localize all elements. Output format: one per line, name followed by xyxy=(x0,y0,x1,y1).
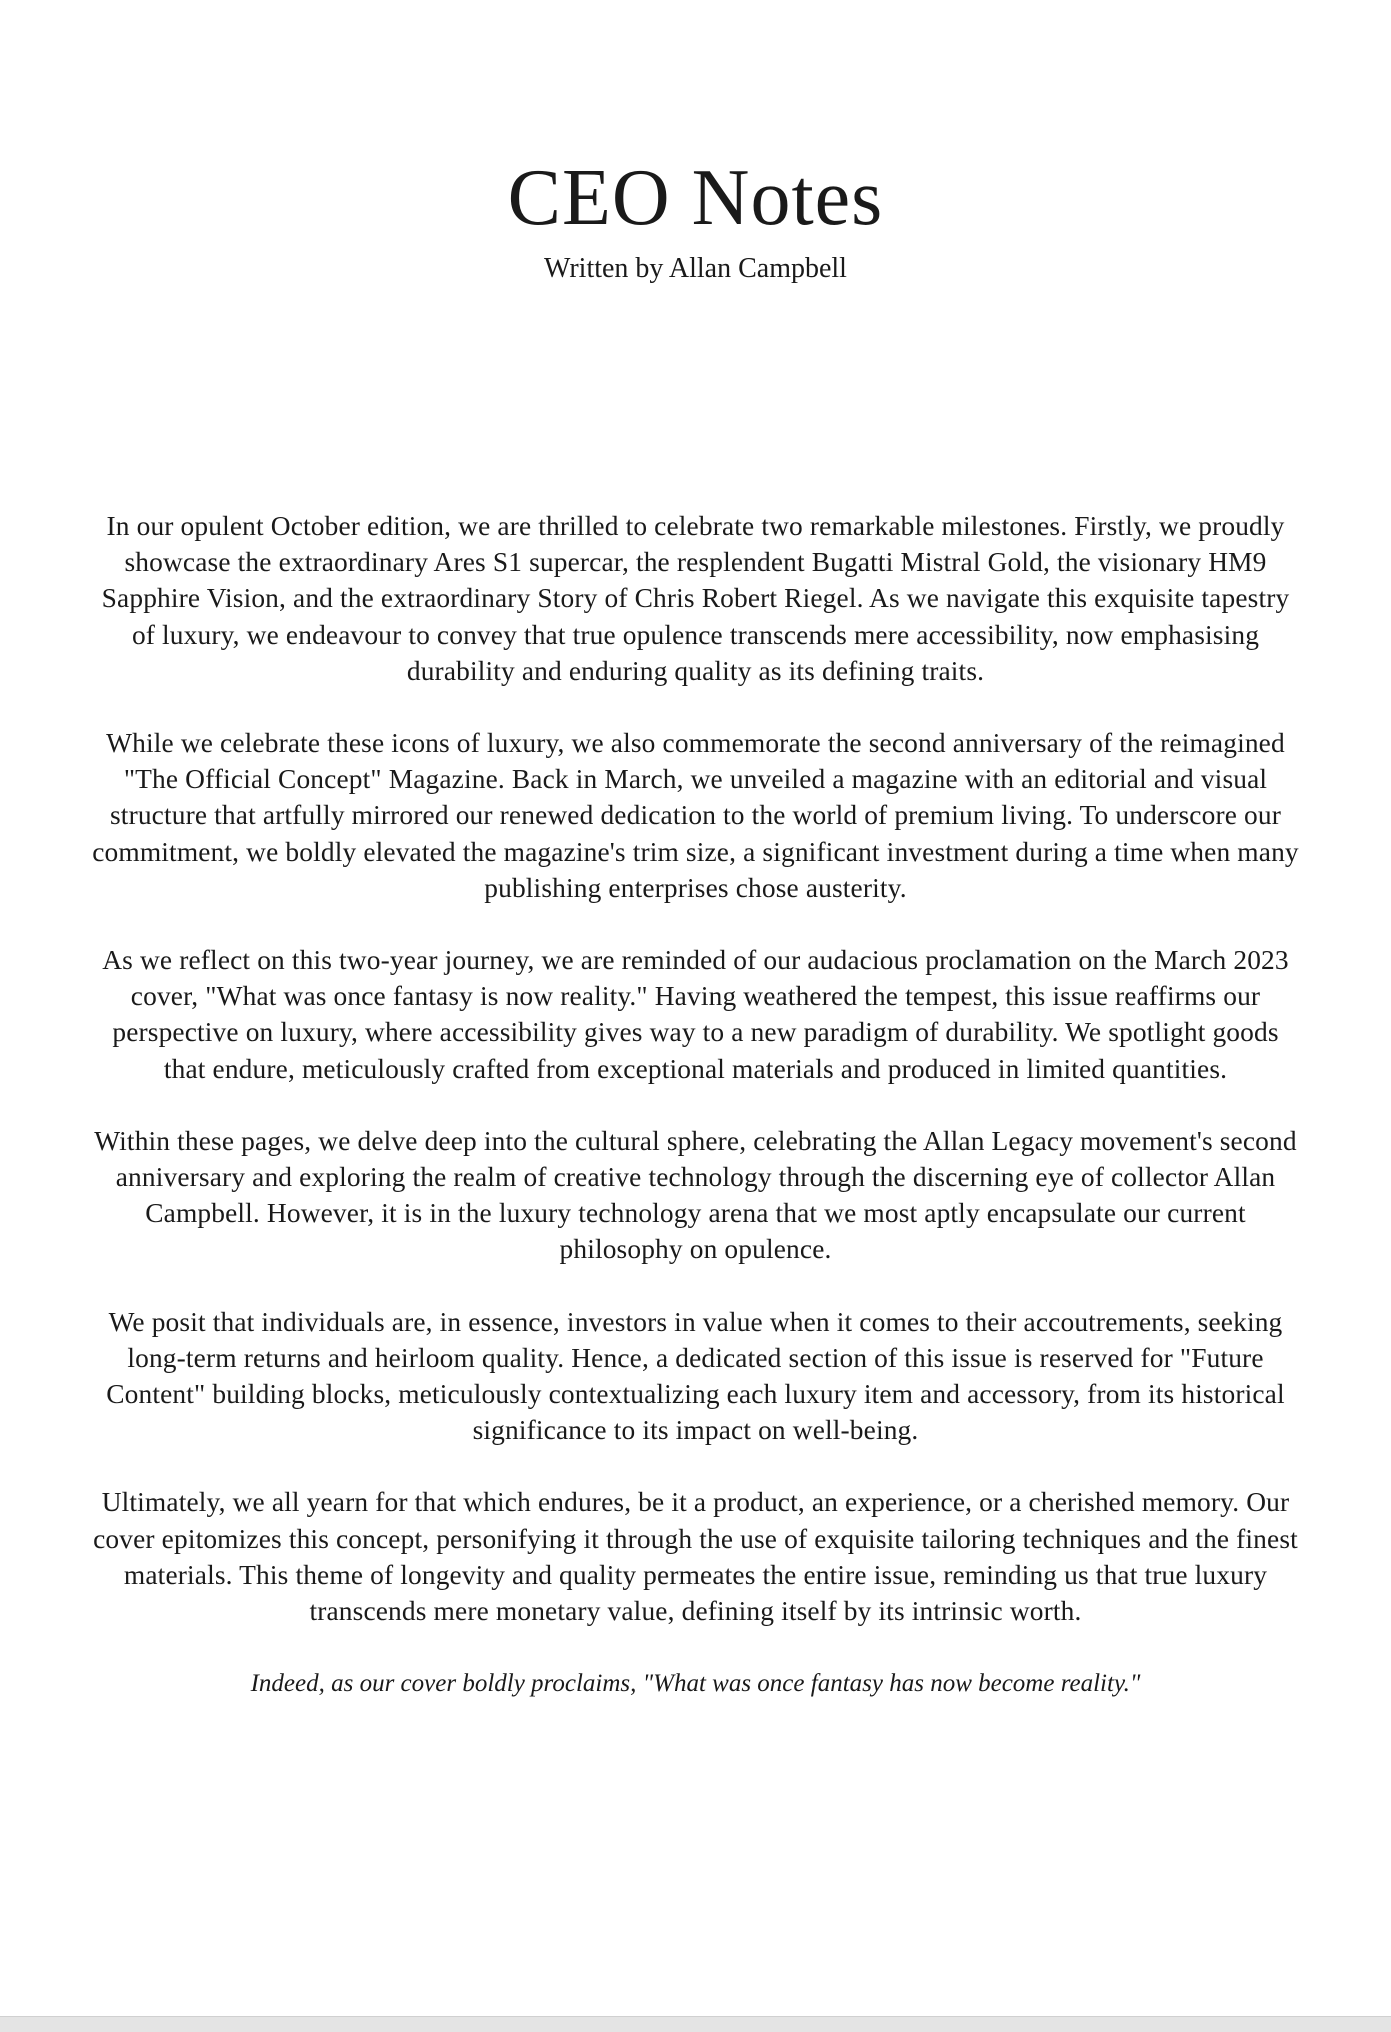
page-title: CEO Notes xyxy=(507,154,884,242)
paragraph-6: Ultimately, we all yearn for that which endures, be it a product, an experience, or a cherished memory. Our cover epitomizes this concept, personifying it through the use of exquisite tailoring techniques and the finest materials. This theme of longevity and quality permeates the entire issue, reminding us that true luxury transcends mere monetary value, defining itself by its intrinsic worth. xyxy=(93,1487,1298,1627)
paragraph-2: While we celebrate these icons of luxury, we also commemorate the second anniversary of the reimagined "The Official Concept" Magazine. Back in March, we unveiled a magazine with an editorial and visual structure that artfully mirrored our renewed dedication to the world of premium living. To underscore our commitment, we boldly elevated the magazine's trim size, a significant investment during a time when many publishing enterprises chose austerity. xyxy=(92,728,1299,903)
paragraph-1: In our opulent October edition, we are thrilled to celebrate two remarkable milestones. Firstly, we proudly showcase the extraordinary Ares S1 supercar, the resplendent Bugatti Mistral Gold, the visionary HM9 Sapphire Vision, and the extraordinary Story of Chris Robert Riegel. As we navigate this exquisite tapestry of luxury, we endeavour to convey that true opulence transcends mere accessibility, now emphasising durability and enduring quality as its defining traits. xyxy=(101,511,1290,686)
paragraph-3: As we reflect on this two-year journey, we are reminded of our audacious proclamation on the March 2023 cover, "What was once fantasy is now reality." Having weathered the tempest, this issue reaffirms our perspective on luxury, where accessibility gives way to a new paradigm of durability. We spotlight goods that endure, meticulously crafted from exceptional materials and produced in limited quantities. xyxy=(102,945,1289,1084)
article-body xyxy=(90,508,1301,1701)
paragraph-5: We posit that individuals are, in essence, investors in value when it comes to their accoutrements, seeking long-term returns and heirloom quality. Hence, a dedicated section of this issue is reserved for "Future Content" building blocks, meticulously contextualizing each luxury item and accessory, from its historical significance to its impact on well-being. xyxy=(106,1306,1285,1446)
author-byline: Written by Allan Campbell xyxy=(544,253,847,284)
closing-quote: Indeed, as our cover boldly proclaims, "What was once fantasy has now become reality." xyxy=(250,1670,1141,1698)
bottom-scroll-bar[interactable] xyxy=(0,2016,1391,2032)
paragraph-4: Within these pages, we delve deep into the cultural sphere, celebrating the Allan Legacy movement's second anniversary and exploring the realm of creative technology through the discerning eye of collector Allan Campbell. However, it is in the luxury technology arena that we most aptly encapsulate our current philosophy on opulence. xyxy=(94,1125,1297,1265)
